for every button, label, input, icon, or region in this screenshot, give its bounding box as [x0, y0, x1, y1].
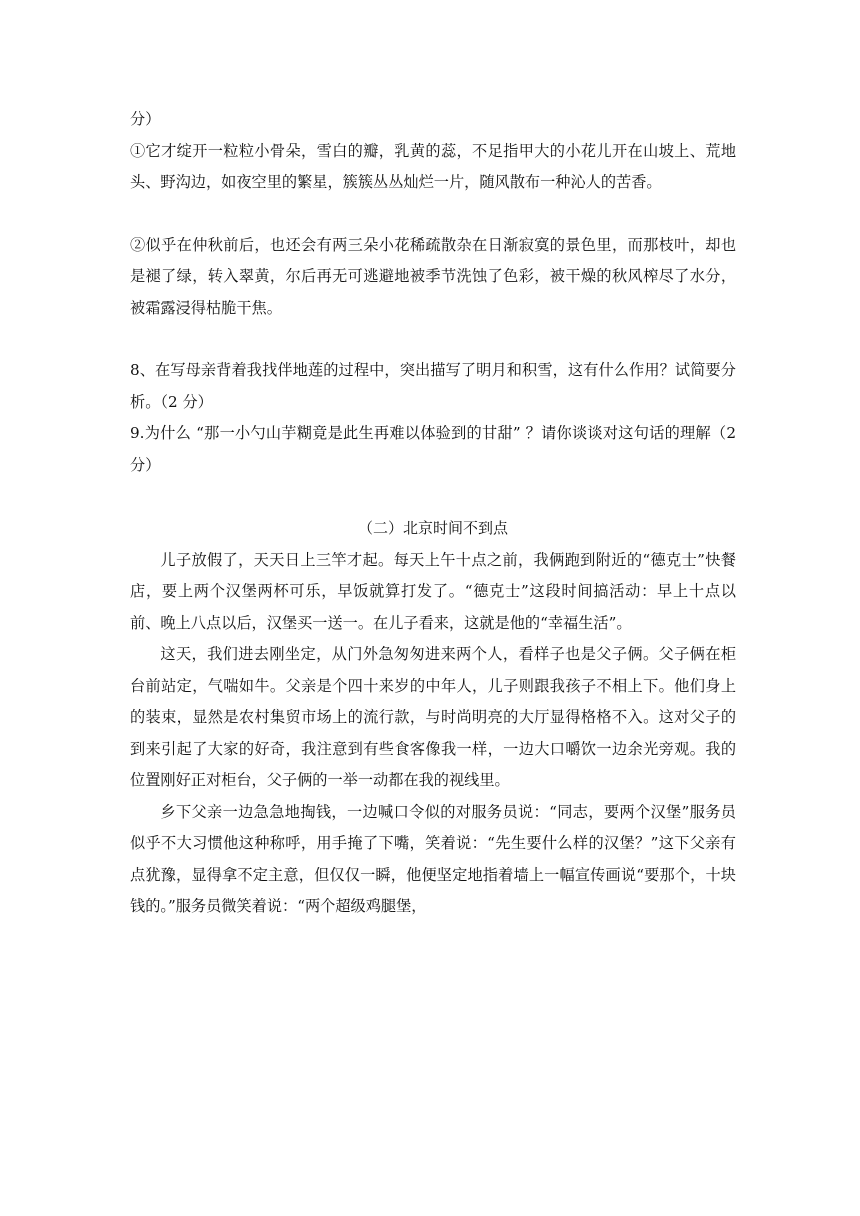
section2-paragraph: 乡下父亲一边急急地掏钱，一边喊口令似的对服务员说：“同志，要两个汉堡”服务员似乎不大习惯他这种称呼，用手掩了下嘴，笑着说：“先生要什么样的汉堡？”这下父亲有点犹豫，显得拿不定主意，但仅仅一瞬，他便坚定地指着墙上一幅宣传画说“要那个，十块钱的。”服务员微笑着说：“两个超级鸡腿堡， [130, 802, 736, 915]
section2-title: （二）北京时间不到点 [357, 519, 508, 537]
question-9: 9.为什么 “那一小勺山芋糊竟是此生再难以体验到的甘甜” ？请你谈谈对这句话的理解（2 分） [130, 424, 736, 474]
document-content [130, 104, 736, 923]
section2-paragraph: 儿子放假了，天天日上三竿才起。每天上午十点之前，我俩跑到附近的“德克士”快餐店，要上两个汉堡两杯可乐，早饭就算打发了。“德克士”这段时间搞活动：早上十点以前、晚上八点以后，汉堡买一送一。在儿子看来，这就是他的“幸福生活”。 [130, 550, 736, 632]
passage1-sentence2: ②似乎在仲秋前后，也还会有两三朵小花稀疏散杂在日渐寂寞的景色里，而那枝叶，却也是褪了绿，转入翠黄，尔后再无可逃避地被季节洗蚀了色彩，被干燥的秋风榨尽了水分，被霜露浸得枯脆干焦。 [130, 235, 736, 317]
passage1-sentence1: ①它才绽开一粒粒小骨朵，雪白的瓣，乳黄的蕊，不足指甲大的小花儿开在山坡上、荒地头、野沟边，如夜空里的繁星，簇簇丛丛灿烂一片，随风散布一种沁人的苦香。 [130, 141, 736, 191]
question7-tail: 分） [130, 110, 161, 128]
question-8: 8、在写母亲背着我找伴地莲的过程中，突出描写了明月和积雪，这有什么作用？试简要分析。（2 分） [130, 361, 736, 411]
section2-paragraph: 这天，我们进去刚坐定，从门外急匆匆进来两个人，看样子也是父子俩。父子俩在柜台前站定，气喘如牛。父亲是个四十来岁的中年人，儿子则跟我孩子不相上下。他们身上的装束，显然是农村集贸市场上的流行款，与时尚明亮的大厅显得格格不入。这对父子的到来引起了大家的好奇，我注意到有些食客像我一样，一边大口嚼饮一边余光旁观。我的位置刚好正对柜台，父子俩的一举一动都在我的视线里。 [130, 645, 736, 789]
